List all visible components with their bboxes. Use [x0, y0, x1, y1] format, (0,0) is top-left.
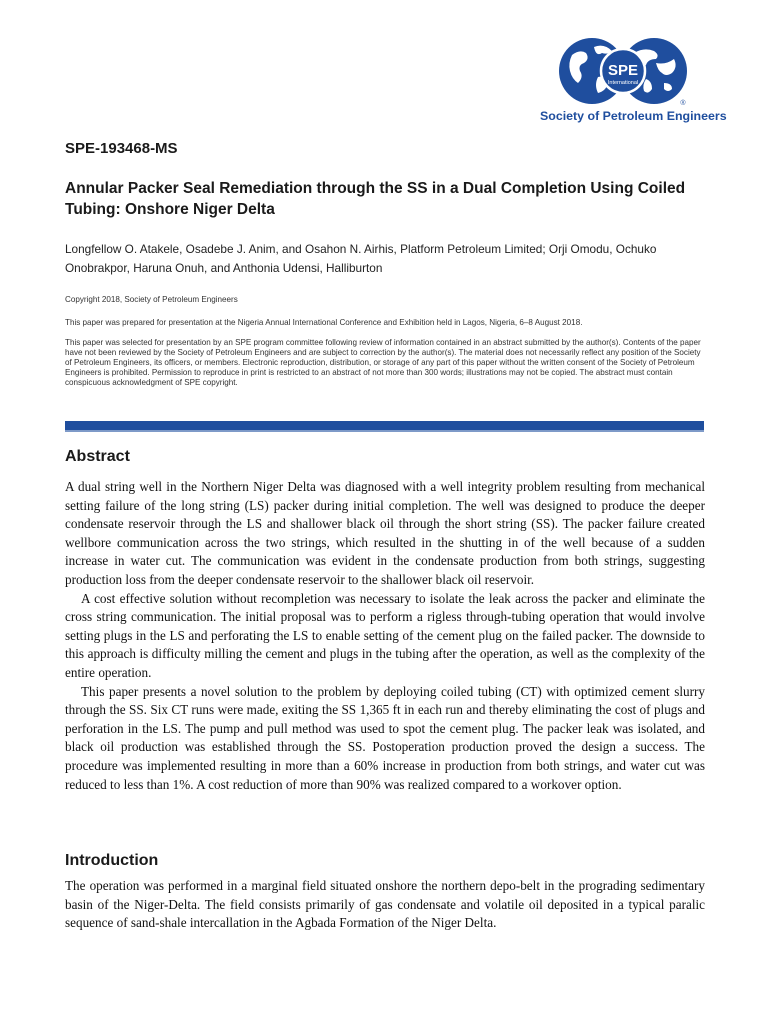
registered-mark: ®	[680, 100, 686, 107]
introduction-body	[65, 877, 705, 933]
paper-id: SPE-193468-MS	[65, 140, 178, 157]
abstract-paragraph: A cost effective solution without recompletion was necessary to isolate the leak across the packer and eliminate the cross string communication. The initial proposal was to perform a rigless through-tubing operation that would involve setting plugs in the LS and perforating the LS to enable setting of the cement plug on the failed packer. The downside to this approach is difficulty milling the cement and plugs in the tubing after the operation, as well as the complexity of the entire operation.	[65, 590, 705, 680]
abstract-body	[65, 478, 705, 794]
badge-text: SPE	[607, 62, 639, 79]
section-divider	[65, 421, 704, 432]
introduction-paragraph: The operation was performed in a marginal field situated onshore the northern depo-belt in the prograding sedimentary basin of the Niger-Delta. The field consists primarily of gas condensate and volatile oil deposited in a typical paralic sequence of sand-shale intercallation in the Agbada Formation of the Niger Delta.	[65, 878, 705, 931]
abstract-paragraph: A dual string well in the Northern Niger Delta was diagnosed with a well integrity problem resulting from mechanical setting failure of the long string (LS) packer during initial completion. The well was designed to produce the deeper condensate reservoir through the LS and shallower black oil through the short string (SS). The packer failure created wellbore communication across the two strings, which resulted in the shutting in of the well because of a sudden increase in water cut. The communication was evident in the condensate production from both strings, suggesting production loss from the deeper condensate reservoir to the shallower black oil reservoir.	[65, 479, 705, 587]
globe-icon	[558, 33, 688, 109]
badge-subtext: International	[607, 80, 639, 86]
society-name: Society of Petroleum Engineers	[540, 109, 727, 123]
legal-notice: This paper was selected for presentation by an SPE program committee following review of information contained in an abstract submitted by the author(s). Contents of the paper have not been reviewed by the Society of Petroleum Engineers and are subject to correction by the author(s). The material does not necessarily reflect any position of the Society of Petroleum Engineers, its officers, or members. Electronic reproduction, distribution, or storage of any part of this paper without the written consent of the Society of Petroleum Engineers is prohibited. Permission to reproduce in print is restricted to an abstract of not more than 300 words; illustrations may not be copied. The abstract must contain conspicuous acknowledgment of SPE copyright.	[65, 338, 701, 388]
author-list: Longfellow O. Atakele, Osadebe J. Anim, and Osahon N. Airhis, Platform Petroleum Limited; Orji Omodu, Ochuko Onobrakpor, Haruna Onuh, and Anthonia Udensi, Halliburton	[65, 242, 657, 275]
abstract-heading: Abstract	[65, 448, 130, 465]
presentation-note: This paper was prepared for presentation at the Nigeria Annual International Conference and Exhibition held in Lagos, Nigeria, 6–8 August 2018.	[65, 318, 583, 327]
copyright-line: Copyright 2018, Society of Petroleum Engineers	[65, 295, 238, 304]
introduction-heading: Introduction	[65, 852, 159, 869]
spe-logo	[540, 33, 727, 127]
abstract-paragraph: This paper presents a novel solution to the problem by deploying coiled tubing (CT) with optimized cement slurry through the SS. Six CT runs were made, exiting the SS 1,365 ft in each run and thereby eliminating the cost of plugs and perforation in the LS. The pump and pull method was used to spot the cement plug. The packer leak was isolated, and black oil production was established through the SS. Postoperation production proved the design a success. The procedure was implemented resulting in more than a 60% increase in production from both strings, and water cut was reduced to less than 1%. A cost reduction of more than 90% was realized compared to a workover option.	[65, 683, 705, 792]
paper-title: Annular Packer Seal Remediation through the SS in a Dual Completion Using Coiled Tubing: Onshore Niger Delta	[65, 180, 686, 218]
